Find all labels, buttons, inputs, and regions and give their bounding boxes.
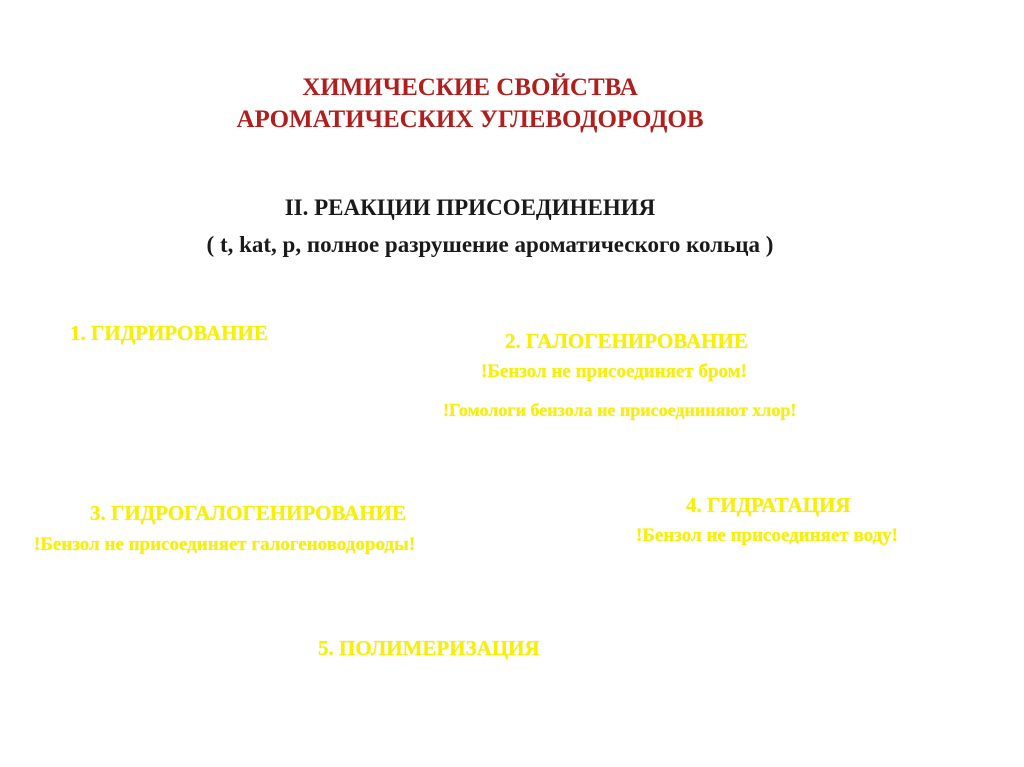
section-conditions: ( t, kat, p, полное разрушение ароматического кольца )	[206, 232, 774, 257]
reaction-hydration: 4. ГИДРАТАЦИЯ	[686, 493, 851, 517]
halogenation-note-bromine: !Бензол не присоединяет бром!	[481, 361, 747, 382]
hydration-note: !Бензол не присоединяет воду!	[636, 525, 898, 546]
reaction-hydrohalogenation: 3. ГИДРОГАЛОГЕНИРОВАНИЕ	[90, 501, 407, 525]
title-line-2: АРОМАТИЧЕСКИХ УГЛЕВОДОРОДОВ	[236, 106, 704, 133]
reaction-polymerization: 5. ПОЛИМЕРИЗАЦИЯ	[318, 636, 540, 660]
section-heading: II. РЕАКЦИИ ПРИСОЕДИНЕНИЯ	[284, 195, 656, 220]
hydrohalogenation-note: !Бензол не присоединяет галогеноводороды!	[34, 534, 416, 555]
reaction-hydrogenation: 1. ГИДРИРОВАНИЕ	[70, 321, 268, 345]
slide-title	[200, 72, 740, 136]
reaction-halogenation: 2. ГАЛОГЕНИРОВАНИЕ	[505, 329, 748, 353]
title-line-1: ХИМИЧЕСКИЕ СВОЙСТВА	[302, 74, 638, 101]
halogenation-note-chlorine: !Гомологи бензола не присоедниняют хлор!	[443, 400, 797, 420]
